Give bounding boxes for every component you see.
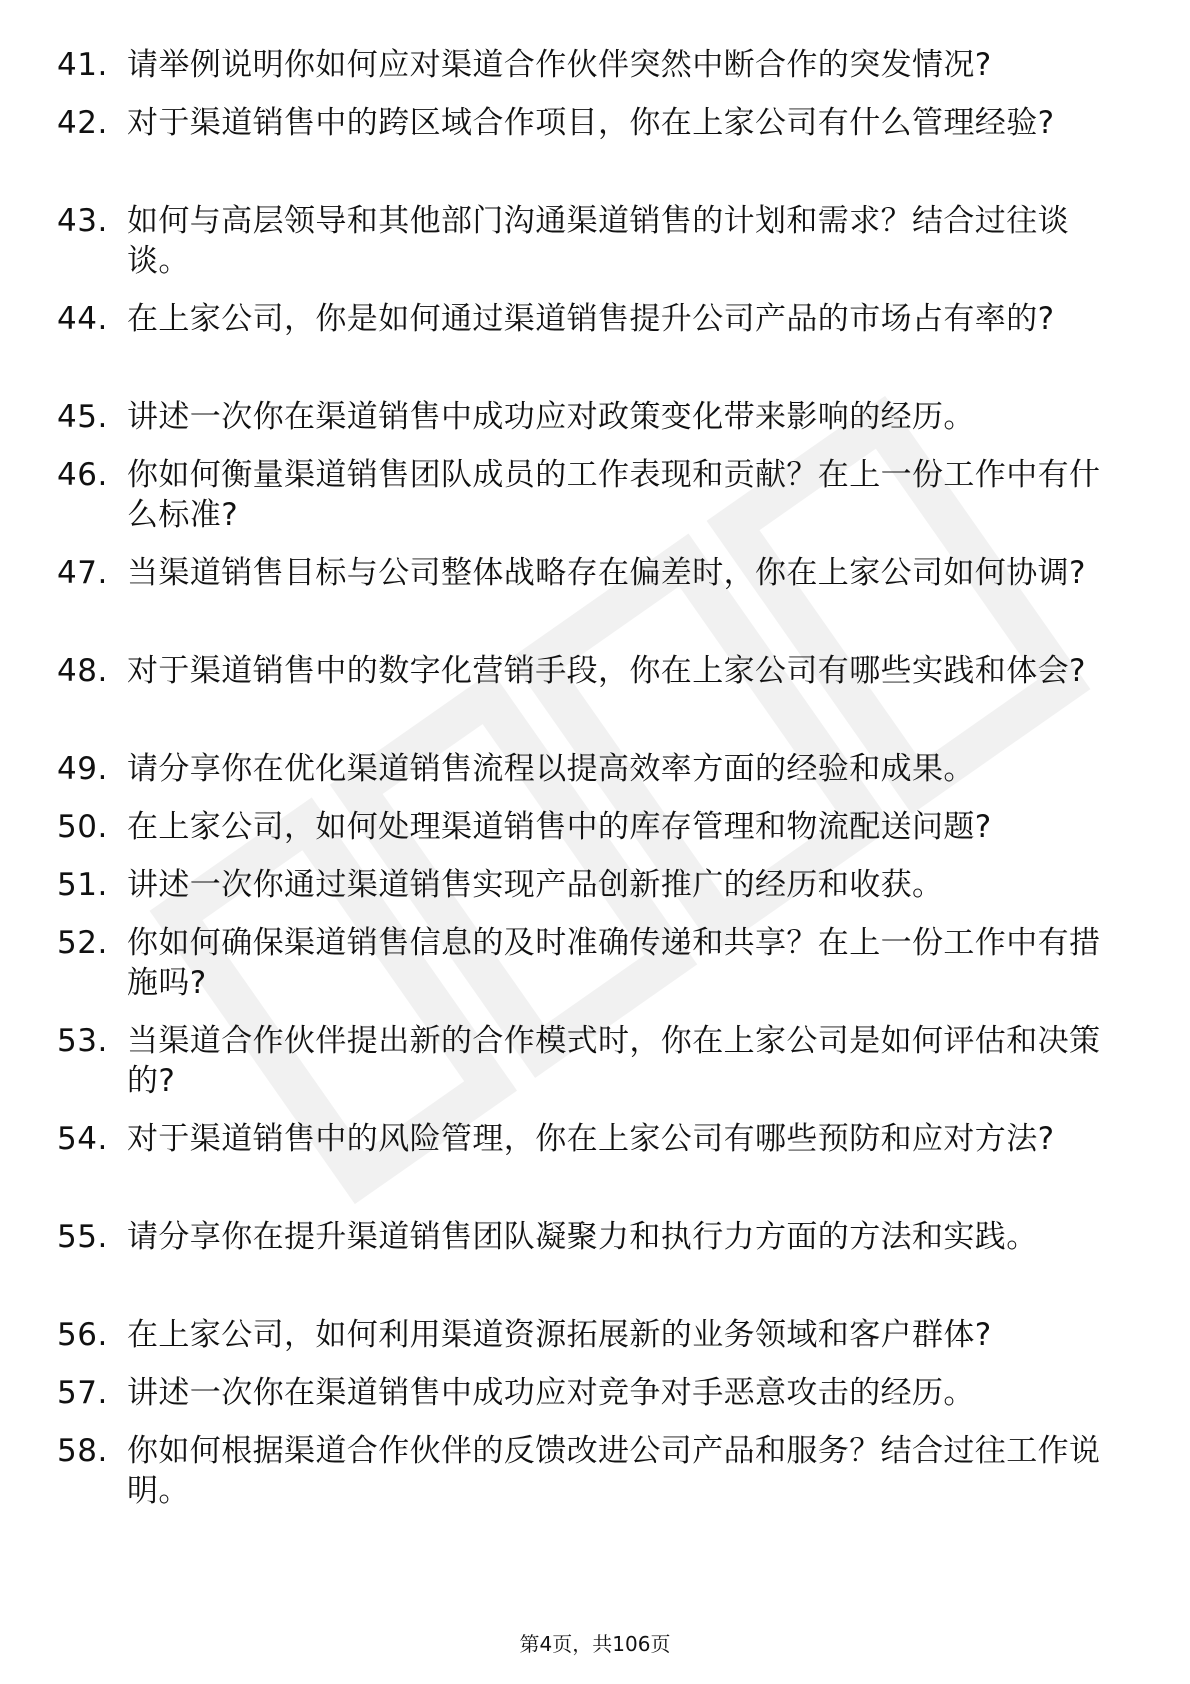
question-number: 46. <box>57 457 108 493</box>
question-text: 在上家公司，如何处理渠道销售中的库存管理和物流配送问题? <box>127 809 992 845</box>
question-text: 请举例说明你如何应对渠道合作伙伴突然中断合作的突发情况? <box>127 47 992 83</box>
question-text: 在上家公司，如何利用渠道资源拓展新的业务领域和客户群体? <box>127 1317 992 1353</box>
question-number: 50. <box>57 809 108 845</box>
question-number: 53. <box>57 1023 108 1059</box>
question-number: 58. <box>57 1433 108 1469</box>
question-text: 讲述一次你在渠道销售中成功应对政策变化带来影响的经历。 <box>127 399 975 435</box>
question-number: 48. <box>57 653 108 689</box>
question-number: 52. <box>57 925 108 961</box>
question-text: 讲述一次你通过渠道销售实现产品创新推广的经历和收获。 <box>127 867 944 903</box>
question-text: 你如何确保渠道销售信息的及时准确传递和共享？在上一份工作中有措施吗? <box>127 925 1101 1001</box>
question-text: 对于渠道销售中的跨区域合作项目，你在上家公司有什么管理经验? <box>127 105 1055 141</box>
question-text: 对于渠道销售中的数字化营销手段，你在上家公司有哪些实践和体会? <box>127 653 1086 689</box>
question-text: 在上家公司，你是如何通过渠道销售提升公司产品的市场占有率的? <box>127 301 1055 337</box>
question-number: 54. <box>57 1121 108 1157</box>
question-text: 请分享你在提升渠道销售团队凝聚力和执行力方面的方法和实践。 <box>127 1219 1038 1255</box>
question-text: 当渠道合作伙伴提出新的合作模式时，你在上家公司是如何评估和决策的? <box>127 1023 1101 1099</box>
question-number: 55. <box>57 1219 108 1255</box>
question-number: 49. <box>57 751 108 787</box>
question-number: 43. <box>57 203 108 239</box>
question-number: 41. <box>57 47 108 83</box>
page-indicator: 第4页，共106页 <box>519 1632 671 1656</box>
question-number: 45. <box>57 399 108 435</box>
question-text: 讲述一次你在渠道销售中成功应对竞争对手恶意攻击的经历。 <box>127 1375 975 1411</box>
question-text: 如何与高层领导和其他部门沟通渠道销售的计划和需求？结合过往谈谈。 <box>127 203 1069 279</box>
question-number: 42. <box>57 105 108 141</box>
question-text: 当渠道销售目标与公司整体战略存在偏差时，你在上家公司如何协调? <box>127 555 1086 591</box>
question-number: 47. <box>57 555 108 591</box>
question-text: 你如何衡量渠道销售团队成员的工作表现和贡献？在上一份工作中有什么标准? <box>127 457 1101 533</box>
question-text: 请分享你在优化渠道销售流程以提高效率方面的经验和成果。 <box>127 751 975 787</box>
question-number: 56. <box>57 1317 108 1353</box>
question-number: 51. <box>57 867 108 903</box>
question-number: 44. <box>57 301 108 337</box>
question-number: 57. <box>57 1375 108 1411</box>
question-text: 对于渠道销售中的风险管理，你在上家公司有哪些预防和应对方法? <box>127 1121 1055 1157</box>
question-text: 你如何根据渠道合作伙伴的反馈改进公司产品和服务？结合过往工作说明。 <box>127 1433 1101 1509</box>
